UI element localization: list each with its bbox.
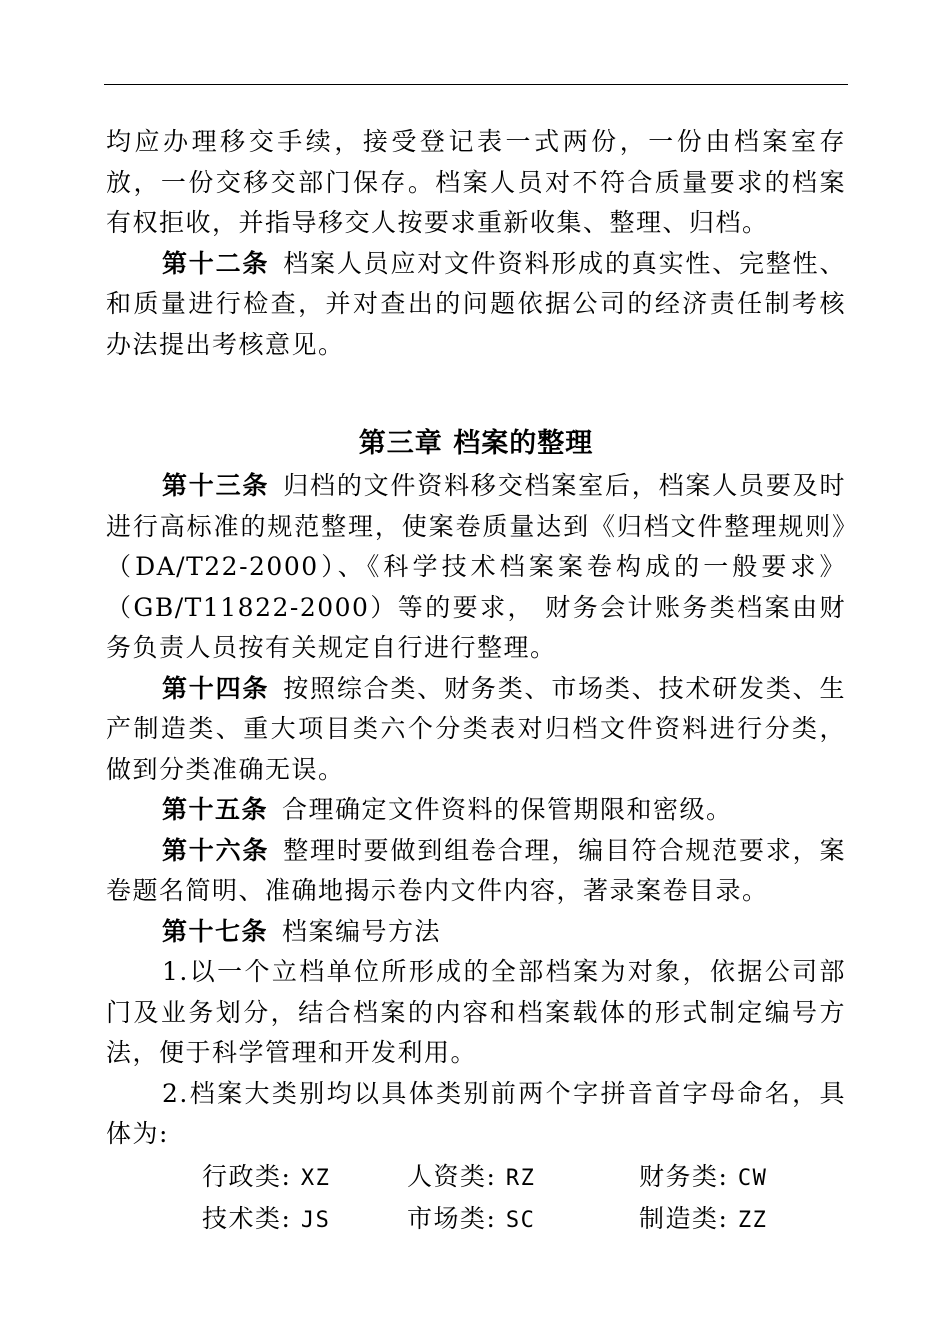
category-entry <box>639 1199 839 1241</box>
article-title: 第十五条 <box>162 795 269 824</box>
article-title: 第十七条 <box>162 916 269 946</box>
article-15 <box>106 790 846 831</box>
category-label: 行政类: <box>202 1161 292 1191</box>
category-entry <box>407 1157 639 1199</box>
category-label: 人资类: <box>407 1161 497 1191</box>
category-label: 市场类: <box>407 1203 497 1233</box>
category-code: ZZ <box>737 1207 768 1233</box>
article-16 <box>106 831 846 912</box>
category-label: 制造类: <box>639 1203 729 1233</box>
article-title: 第十三条 <box>162 471 270 500</box>
category-code: JS <box>300 1207 331 1233</box>
article-17 <box>106 912 846 953</box>
article-text: 档案人员应对文件资料形成的真实性、完整性、和质量进行检查，并对查出的问题依据公司的经济责任制考核办法提出考核意见。 <box>106 248 846 359</box>
header-rule <box>104 84 848 85</box>
chapter-title: 第三章 档案的整理 <box>358 428 594 459</box>
category-entry <box>202 1157 407 1199</box>
article-title: 第十六条 <box>162 835 270 865</box>
continuation-paragraph: 均应办理移交手续，接受登记表一式两份，一份由档案室存放，一份交移交部门保存。档案人员对不符合质量要求的档案有权拒收，并指导移交人按要求重新收集、整理、归档。 <box>106 127 846 237</box>
article-text: 整理时要做到组卷合理，编目符合规范要求，案卷题名简明、准确地揭示卷内文件内容，著录案卷目录。 <box>106 835 846 905</box>
article-12 <box>106 244 846 366</box>
article-title: 第十二条 <box>162 248 270 278</box>
numbered-item-1: 1.以一个立档单位所形成的全部档案为对象，依据公司部门及业务划分，结合档案的内容和档案载体的形式制定编号方法，便于科学管理和开发利用。 <box>106 957 846 1067</box>
numbered-item-2: 2.档案大类别均以具体类别前两个字拼音首字母命名，具体为: <box>106 1078 846 1148</box>
category-label: 技术类: <box>202 1203 292 1233</box>
category-entry <box>639 1157 839 1199</box>
category-code: RZ <box>505 1165 536 1191</box>
category-entry <box>202 1199 407 1241</box>
category-code: XZ <box>300 1165 331 1191</box>
category-entry <box>407 1199 639 1241</box>
article-text: 合理确定文件资料的保管期限和密级。 <box>282 795 733 824</box>
article-text: 按照综合类、财务类、市场类、技术研发类、生产制造类、重大项目类六个分类表对归档文件资料进行分类，做到分类准确无误。 <box>106 673 846 784</box>
document-body <box>106 122 846 1241</box>
category-code: SC <box>505 1207 536 1233</box>
category-code: CW <box>737 1165 768 1191</box>
article-title: 第十四条 <box>162 673 270 703</box>
article-text: 归档的文件资料移交档案室后，档案人员要及时进行高标准的规范整理，使案卷质量达到《归档文件整理规则》（DA/T22-2000）、《科学技术档案案卷构成的一般要求》（GB/T11822-2000）等的要求， 财务会计账务类档案由财务负责人员按有关规定自行进行整理。 <box>106 471 846 662</box>
category-code-grid <box>202 1157 846 1241</box>
article-text: 档案编号方法 <box>282 916 442 946</box>
article-13 <box>106 466 846 669</box>
article-14 <box>106 669 846 791</box>
category-label: 财务类: <box>639 1161 729 1191</box>
